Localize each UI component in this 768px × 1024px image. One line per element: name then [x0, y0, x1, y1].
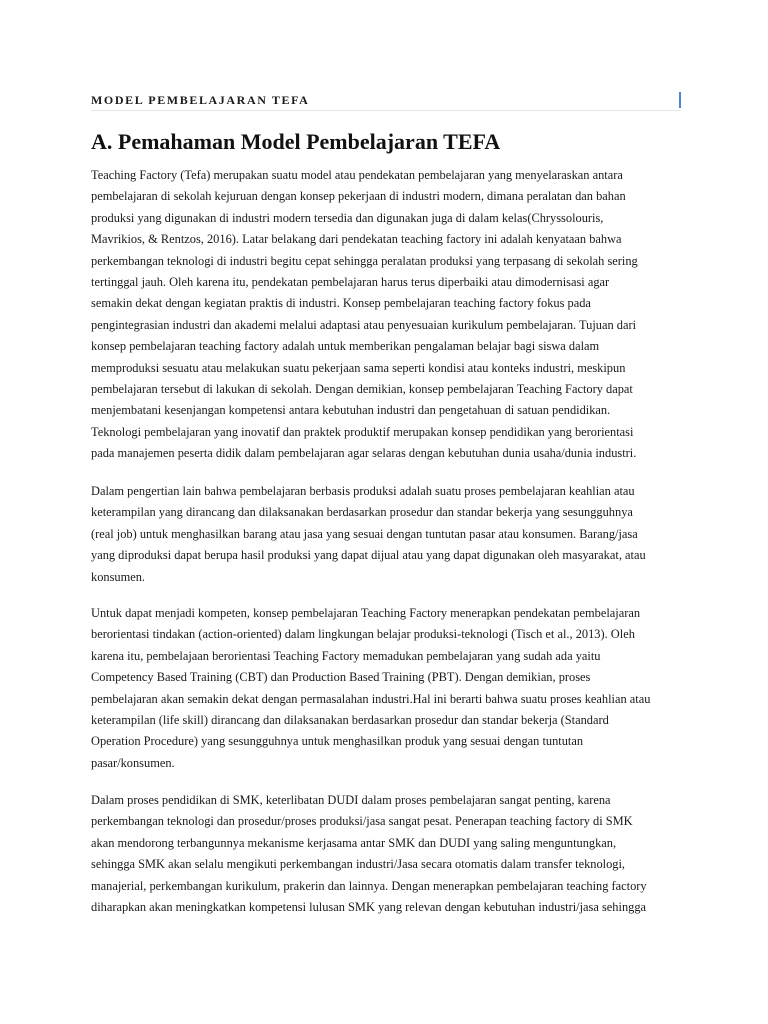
text-line: menjembatani kesenjangan kompetensi antara kebutuhan industri dan pengetahuan di satuan pendidikan.	[91, 403, 611, 418]
text-line: Operation Procedure) yang sesungguhnya untuk menghasilkan produk yang sesuai dengan tuntutan	[91, 734, 584, 749]
text-line: Dalam pengertian lain bahwa pembelajaran berbasis produksi adalah suatu proses pembelajaran keahlian atau	[91, 484, 635, 498]
text-line: manajerial, perkembangan kurikulum, prakerin dan lainnya. Dengan menerapkan pembelajaran teaching factory	[91, 878, 647, 893]
paragraph-1	[91, 165, 681, 464]
text-line: semakin dekat dengan kegiatan praktis di industri. Konsep pembelajaran teaching factory fokus pada	[91, 296, 591, 311]
text-line: karena itu, pembelajaan berorientasi Teaching Factory memadukan pembelajaran yang sudah ada yaitu	[91, 648, 601, 663]
text-line: konsep pembelajaran teaching factory adalah untuk memberikan pengalaman belajar bagi siswa dalam	[91, 339, 600, 354]
text-line: konsumen.	[91, 569, 146, 584]
text-line: Untuk dapat menjadi kompeten, konsep pembelajaran Teaching Factory menerapkan pendekatan pembelajaran	[91, 606, 641, 620]
text-line: pembelajaran akan semakin dekat dengan permasalahan industri.Hal ini berarti bahwa suatu proses keahlian atau	[91, 691, 651, 706]
text-line: perkembangan teknologi dan prosedur/proses produksi/jasa sangat pesat. Penerapan teaching factory di SMK	[91, 814, 633, 829]
text-line: Teknologi pembelajaran yang inovatif dan praktek produktif merupakan konsep pendidikan yang berorientasi	[91, 424, 634, 439]
text-line: produksi yang digunakan di industri modern tersedia dan digunakan juga di dalam kelas(Chryssolouris,	[91, 210, 604, 225]
section-heading: A. Pemahaman Model Pembelajaran TEFA	[91, 129, 501, 154]
text-line: akan mendorong terbangunnya mekanisme kerjasama antar SMK dan DUDI yang saling menguntungkan,	[91, 835, 617, 850]
text-line: diharapkan akan meningkatkan kompetensi lulusan SMK yang relevan dengan kebutuhan industri/jasa sehingga	[91, 899, 647, 914]
paragraph-2	[91, 481, 681, 588]
text-line: berorientasi tindakan (action-oriented) dalam lingkungan belajar produksi-teknologi (Tisch et al., 2013). Oleh	[91, 627, 635, 642]
page-header	[91, 92, 681, 111]
text-line: keterampilan yang dirancang dan dilaksanakan berdasarkan prosedur dan standar bekerja yang sesungguhnya	[91, 505, 633, 520]
text-line: pada manajemen peserta didik dalam pembelajaran agar selaras dengan kebutuhan dunia usaha/dunia industri.	[91, 446, 637, 461]
text-line: Competency Based Training (CBT) dan Production Based Training (PBT). Dengan demikian, proses	[91, 670, 591, 685]
text-line: perkembangan teknologi di industri begitu cepat sehingga peralatan produksi yang terpasang di sekolah sering	[91, 253, 638, 268]
header-title: MODEL PEMBELAJARAN TEFA	[91, 93, 310, 107]
paragraph-3	[91, 603, 681, 774]
text-line: tertinggal jauh. Oleh karena itu, pendekatan pembelajaran harus terus diperbaiki atau dimodernisasi agar	[91, 274, 610, 289]
text-line: pengintegrasian industri dan akademi melalui adaptasi atau penyesuaian kurikulum pembelajaran. Tujuan dari	[91, 317, 637, 332]
text-cursor	[679, 92, 681, 108]
text-line: memproduksi sesuatu atau melakukan suatu pekerjaan sama seperti kondisi atau konteks industri, meskipun	[91, 360, 626, 375]
text-line: Dalam proses pendidikan di SMK, keterlibatan DUDI dalam proses pembelajaran sangat penting, karena	[91, 793, 611, 807]
text-line: pembelajaran tersebut di lakukan di sekolah. Dengan demikian, konsep pembelajaran Teaching Factory dapat	[91, 381, 633, 396]
text-line: (real job) untuk menghasilkan barang atau jasa yang sesuai dengan tuntutan pasar atau konsumen. Barang/jasa	[91, 526, 638, 541]
text-line: yang diproduksi dapat berupa hasil produksi yang dapat dijual atau yang dapat digunakan oleh masyarakat, atau	[91, 548, 646, 563]
text-line: Teaching Factory (Tefa) merupakan suatu model atau pendekatan pembelajaran yang menyelaraskan antara	[91, 168, 623, 182]
paragraph-4	[91, 790, 681, 918]
text-line: sehingga SMK akan selalu mengikuti perkembangan industri/Jasa secara otomatis dalam transfer teknologi,	[91, 857, 626, 872]
text-line: Mavrikios, & Rentzos, 2016). Latar belakang dari pendekatan teaching factory ini adalah kenyataan bahwa	[91, 232, 622, 247]
text-line: pasar/konsumen.	[91, 755, 175, 770]
text-line: pembelajaran di sekolah kejuruan dengan konsep pekerjaan di industri modern, dimana peralatan dan bahan	[91, 189, 626, 204]
text-line: keterampilan (life skill) dirancang dan dilaksanakan berdasarkan prosedur dan standar bekerja (Standard	[91, 712, 609, 727]
